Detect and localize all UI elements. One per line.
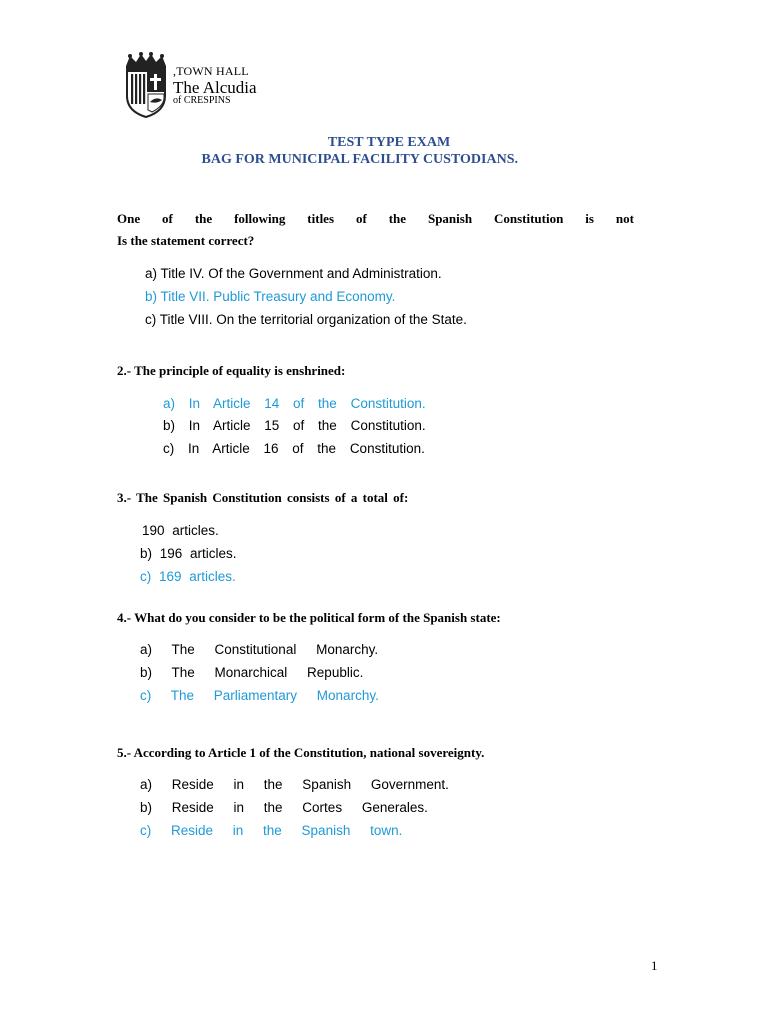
question-4: 4.- What do you consider to be the political form of the Spanish state:	[117, 610, 501, 625]
exam-title: TEST TYPE EXAM	[327, 135, 451, 150]
q3-option-c-correct: c) 169 articles.	[140, 569, 236, 584]
question-3: 3.- The Spanish Constitution consists of a total of:	[117, 490, 409, 505]
q5-option-c-correct: c) Reside in the Spanish town.	[140, 823, 403, 838]
word: is	[585, 211, 594, 226]
exam-subtitle: BAG FOR MUNICIPAL FACILITY CUSTODIANS.	[201, 152, 518, 167]
q4-option-c-correct: c) The Parliamentary Monarchy.	[140, 688, 379, 703]
word: the	[388, 211, 407, 226]
word: One	[117, 211, 141, 226]
word: following	[234, 211, 286, 226]
q5-option-a: a) Reside in the Spanish Government.	[140, 777, 449, 792]
q3-option-a: 190 articles.	[142, 523, 219, 538]
logo-town-hall: ,TOWN HALL	[173, 64, 249, 78]
word: the	[194, 211, 213, 226]
word: Spanish	[427, 211, 473, 226]
q1-option-a: a) Title IV. Of the Government and Administration.	[145, 266, 442, 281]
logo-town-name: The Alcudia	[173, 78, 257, 97]
word: of	[162, 211, 173, 226]
q1-option-b-correct: b) Title VII. Public Treasury and Economy.	[145, 289, 396, 304]
word: not	[615, 211, 634, 226]
word: titles	[307, 211, 335, 226]
q5-option-b: b) Reside in the Cortes Generales.	[140, 800, 428, 815]
question-1-line-1	[117, 211, 634, 227]
word: Constitution	[493, 211, 564, 226]
logo-town-sub: of CRESPINS	[173, 95, 231, 106]
page-number: 1	[651, 958, 658, 973]
question-5: 5.- According to Article 1 of the Constitution, national sovereignty.	[117, 745, 485, 760]
q4-option-b: b) The Monarchical Republic.	[140, 665, 364, 680]
question-1-line-2: Is the statement correct?	[117, 233, 255, 248]
town-hall-logo	[120, 52, 280, 118]
q4-option-a: a) The Constitutional Monarchy.	[140, 642, 379, 657]
q3-option-b: b) 196 articles.	[140, 546, 237, 561]
word: of	[355, 211, 367, 226]
q2-option-c: c) In Article 16 of the Constitution.	[163, 441, 425, 456]
question-2: 2.- The principle of equality is enshrined:	[117, 363, 346, 378]
q2-option-a-correct: a) In Article 14 of the Constitution.	[163, 396, 426, 411]
q1-option-c: c) Title VIII. On the territorial organization of the State.	[145, 312, 467, 327]
q2-option-b: b) In Article 15 of the Constitution.	[163, 418, 426, 433]
coat-of-arms-icon	[120, 52, 172, 118]
